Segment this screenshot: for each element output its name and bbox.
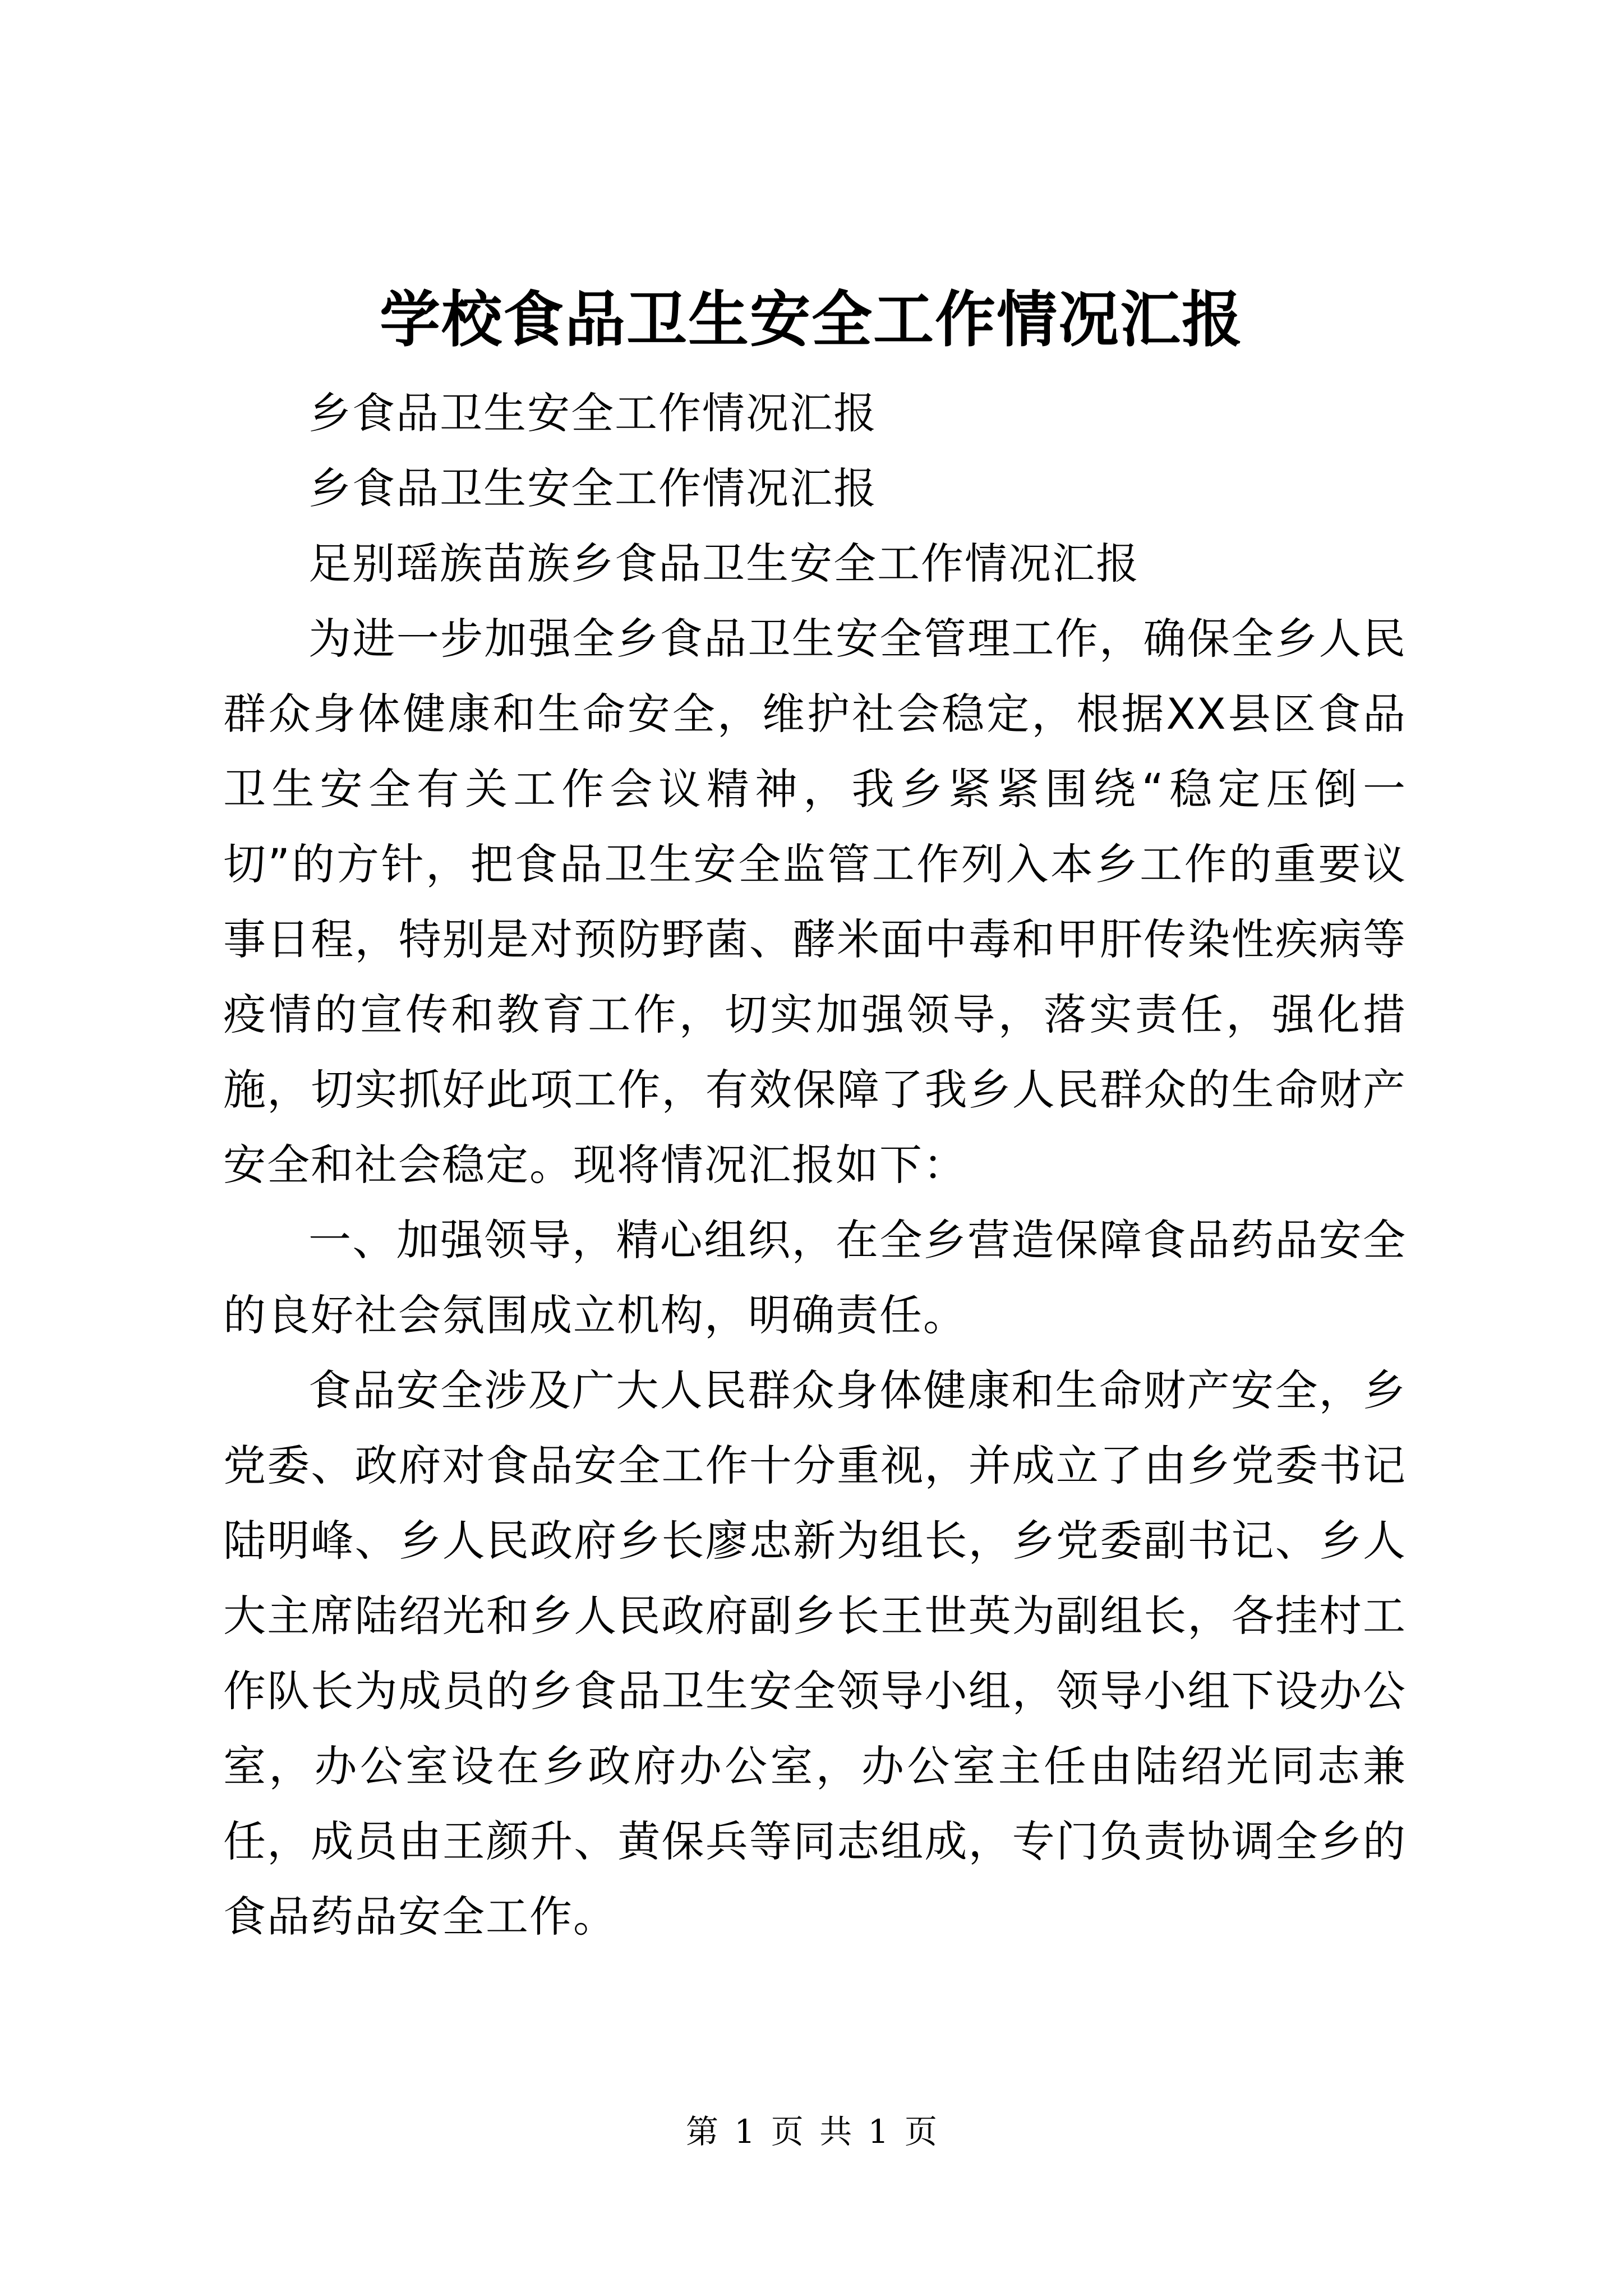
paragraph-section-heading-1: 一、加强领导，精心组织，在全乡营造保障食品药品安全的良好社会氛围成立机构，明确责任。 bbox=[223, 1215, 1407, 1340]
paragraph-subtitle-1: 乡食品卫生安全工作情况汇报 bbox=[308, 388, 877, 438]
document-body bbox=[223, 376, 1407, 1954]
page-number-footer: 第 1 页 共 1 页 bbox=[686, 2113, 937, 2151]
paragraph-subtitle-3: 足别瑶族苗族乡食品卫生安全工作情况汇报 bbox=[308, 539, 1140, 588]
paragraph-subtitle-2: 乡食品卫生安全工作情况汇报 bbox=[308, 463, 877, 513]
paragraph-section-body-1: 食品安全涉及广大人民群众身体健康和生命财产安全，乡党委、政府对食品安全工作十分重视，并成立了由乡党委书记陆明峰、乡人民政府乡长廖忠新为组长，乡党委副书记、乡人大主席陆绍光和乡人民政府副乡长王世英为副组长，各挂村工作队长为成员的乡食品卫生安全领导小组，领导小组下设办公室，办公室设在乡政府办公室，办公室主任由陆绍光同志兼任，成员由王颜升、黄保兵等同志组成，专门负责协调全乡的食品药品安全工作。 bbox=[223, 1365, 1407, 1941]
paragraph-intro: 为进一步加强全乡食品卫生安全管理工作，确保全乡人民群众身体健康和生命安全，维护社会稳定，根据XX县区食品卫生安全有关工作会议精神，我乡紧紧围绕“稳定压倒一切”的方针，把食品卫生安全监管工作列入本乡工作的重要议事日程，特别是对预防野菌、酵米面中毒和甲肝传染性疾病等疫情的宣传和教育工作，切实加强领导，落实责任，强化措施，切实抓好此项工作，有效保障了我乡人民群众的生命财产安全和社会稳定。现将情况汇报如下： bbox=[223, 614, 1407, 1190]
document-title: 学校食品卫生安全工作情况汇报 bbox=[379, 284, 1243, 355]
